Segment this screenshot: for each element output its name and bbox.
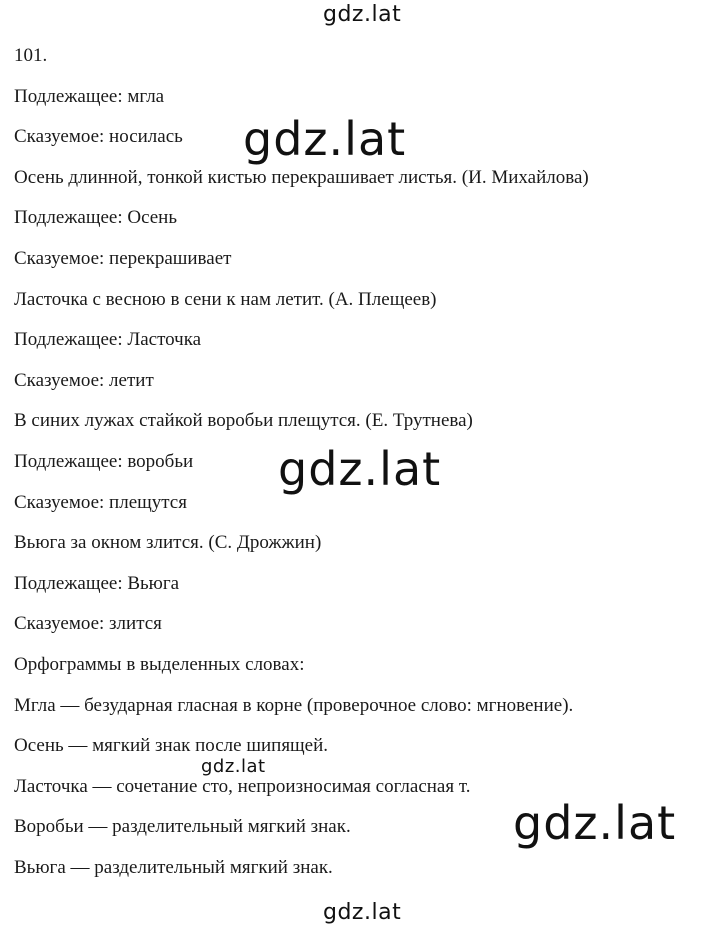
text-line: Сказуемое: перекрашивает [14,247,232,269]
text-line: В синих лужах стайкой воробьи плещутся. (Е. Трутнева) [14,410,473,432]
text-line: Мгла — безударная гласная в корне (проверочное слово: мгновение). [14,694,574,716]
watermark-top: gdz.lat [323,2,402,27]
text-line: Подлежащее: Ласточка [14,329,202,351]
text-line: Сказуемое: летит [14,369,154,391]
text-line: Сказуемое: плещутся [14,491,187,513]
text-line: Вьюга за окном злится. (С. Дрожжин) [14,532,322,554]
text-line: Подлежащее: Вьюга [14,572,180,594]
text-line: Осень — мягкий знак после шипящей. [14,735,329,757]
watermark-bottom: gdz.lat [323,900,402,925]
watermark-large: gdz.lat [278,442,442,496]
text-line: Подлежащее: воробьи [14,450,194,472]
text-line: Сказуемое: носилась [14,126,183,148]
text-line: Сказуемое: злится [14,613,162,635]
text-line: Вьюга — разделительный мягкий знак. [14,856,333,878]
text-line: Ласточка — сочетание сто, непроизносимая согласная т. [14,775,471,797]
text-line: Орфограммы в выделенных словах: [14,653,305,675]
text-line: Осень длинной, тонкой кистью перекрашивает листья. (И. Михайлова) [14,166,589,188]
watermark-large: gdz.lat [243,112,407,166]
watermark-large: gdz.lat [513,796,677,850]
exercise-number: 101. [14,45,48,66]
watermark-small: gdz.lat [201,756,266,777]
text-line: Подлежащее: мгла [14,85,165,107]
text-line: Воробьи — разделительный мягкий знак. [14,816,351,838]
text-line: Ласточка с весною в сени к нам летит. (А. Плещеев) [14,288,437,310]
text-line: Подлежащее: Осень [14,207,177,229]
